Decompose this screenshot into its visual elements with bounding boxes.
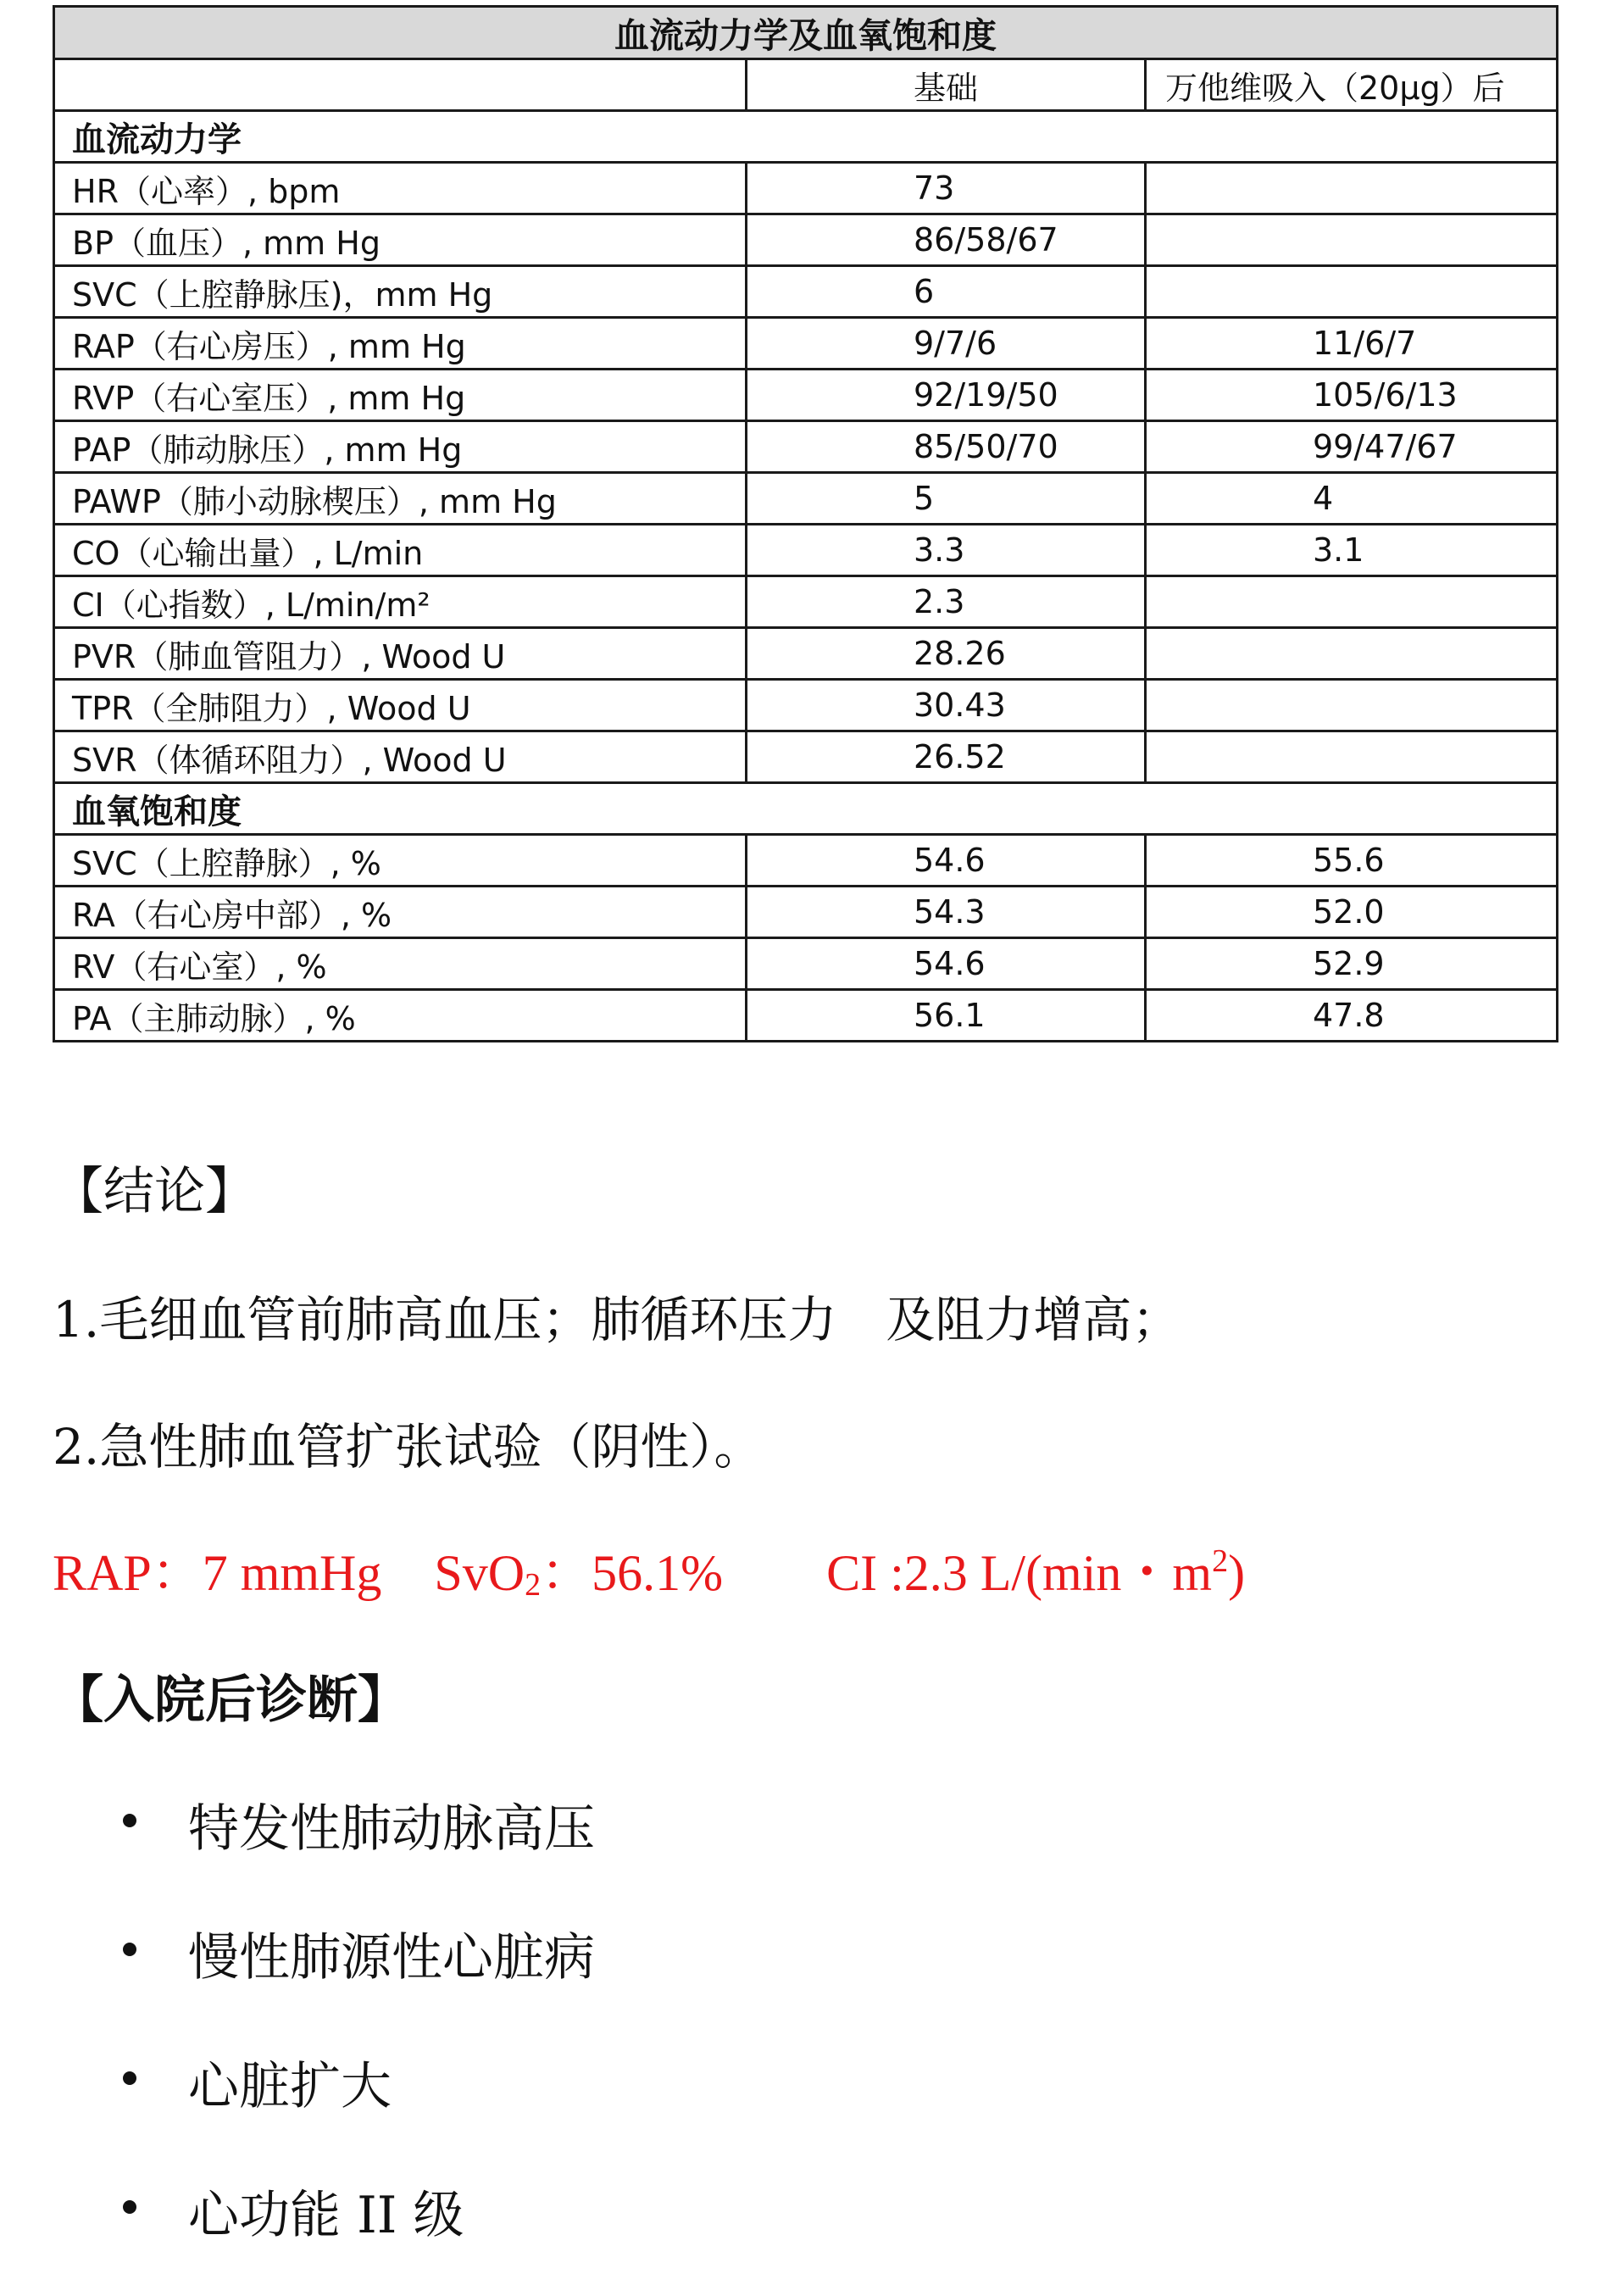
table-row [54,473,1558,525]
row-label: BP（血压）, mm Hg [54,214,747,266]
table-row [54,938,1558,990]
row-after: 11/6/7 [1146,318,1558,370]
row-after: 55.6 [1146,835,1558,887]
table-row [54,990,1558,1042]
row-after [1146,731,1558,783]
row-label: HR（心率）, bpm [54,163,747,214]
row-label: PAP（肺动脉压）, mm Hg [54,421,747,473]
row-label: PVR（肺血管阻力）, Wood U [54,628,747,680]
section-row-oxygen [54,783,1558,835]
header-after-inhalation: 万他维吸入（20μg）后 [1146,59,1558,111]
table-row [54,421,1558,473]
row-baseline: 30.43 [747,680,1146,731]
row-baseline: 5 [747,473,1146,525]
bullet-icon [123,2200,136,2214]
row-label: SVR（体循环阻力）, Wood U [54,731,747,783]
row-baseline: 2.3 [747,576,1146,628]
ci-value: CI :2.3 L/(min・$m^2$) [826,1543,1246,1601]
row-after [1146,163,1558,214]
row-baseline: 54.3 [747,887,1146,938]
bullet-icon [123,2071,136,2085]
table-title: 血流动力学及血氧饱和度 [54,7,1558,59]
row-after [1146,628,1558,680]
row-label: TPR（全肺阻力）, Wood U [54,680,747,731]
row-after: 52.0 [1146,887,1558,938]
row-baseline: 3.3 [747,525,1146,576]
table-row [54,835,1558,887]
header-blank-cell [54,59,747,111]
row-after: 3.1 [1146,525,1558,576]
row-baseline: 28.26 [747,628,1146,680]
hemodynamics-table [53,5,1558,1042]
row-label: RVP（右心室压）, mm Hg [54,370,747,421]
row-baseline: 54.6 [747,938,1146,990]
row-baseline: 6 [747,266,1146,318]
row-after [1146,680,1558,731]
row-label: PAWP（肺小动脉楔压）, mm Hg [54,473,747,525]
table-row [54,318,1558,370]
conclusion-item-1: 1.毛细血管前肺高血压；肺循环压力 及阻力增高； [53,1291,1181,1348]
row-label: CO（心输出量）, L/min [54,525,747,576]
table-row [54,576,1558,628]
table-row [54,628,1558,680]
header-baseline: 基础 [747,59,1146,111]
bullet-icon [123,1943,136,1956]
table-title-row [54,7,1558,59]
row-baseline: 54.6 [747,835,1146,887]
row-label: SVC（上腔静脉）, % [54,835,747,887]
conclusion-item-2: 2.急性肺血管扩张试验（阴性）。 [53,1418,764,1476]
row-label: RA（右心房中部）, % [54,887,747,938]
row-after: 4 [1146,473,1558,525]
diagnosis-heading: 【入院后诊断】 [53,1671,408,1730]
table-row [54,731,1558,783]
row-after [1146,576,1558,628]
table-row [54,214,1558,266]
table-row [54,163,1558,214]
row-baseline: 9/7/6 [747,318,1146,370]
row-after: 105/6/13 [1146,370,1558,421]
row-after: 99/47/67 [1146,421,1558,473]
row-baseline: 26.52 [747,731,1146,783]
row-label: PA（主肺动脉）, % [54,990,747,1042]
table-row [54,887,1558,938]
row-baseline: 85/50/70 [747,421,1146,473]
row-baseline: 56.1 [747,990,1146,1042]
bullet-icon [123,1814,136,1827]
row-after: 47.8 [1146,990,1558,1042]
row-baseline: 73 [747,163,1146,214]
table-row [54,370,1558,421]
row-label: CI（心指数）, L/min/m² [54,576,747,628]
row-label: RV（右心室）, % [54,938,747,990]
row-label: SVC（上腔静脉压)，mm Hg [54,266,747,318]
rap-value: RAP：7 mmHg [53,1545,382,1601]
row-label: RAP（右心房压）, mm Hg [54,318,747,370]
row-after [1146,266,1558,318]
row-after: 52.9 [1146,938,1558,990]
row-after [1146,214,1558,266]
table-row [54,266,1558,318]
conclusion-heading: 【结论】 [53,1162,256,1221]
section-row-hemodynamics [54,111,1558,163]
table-row [54,680,1558,731]
section-hemodynamics: 血流动力学 [54,111,1558,163]
section-oxygen-saturation: 血氧饱和度 [54,783,1558,835]
row-baseline: 86/58/67 [747,214,1146,266]
table-row [54,525,1558,576]
row-baseline: 92/19/50 [747,370,1146,421]
svo2-label: SvO$_2$：56.1% [434,1545,724,1603]
table-header-row [54,59,1558,111]
key-values-line [53,1532,1245,1605]
